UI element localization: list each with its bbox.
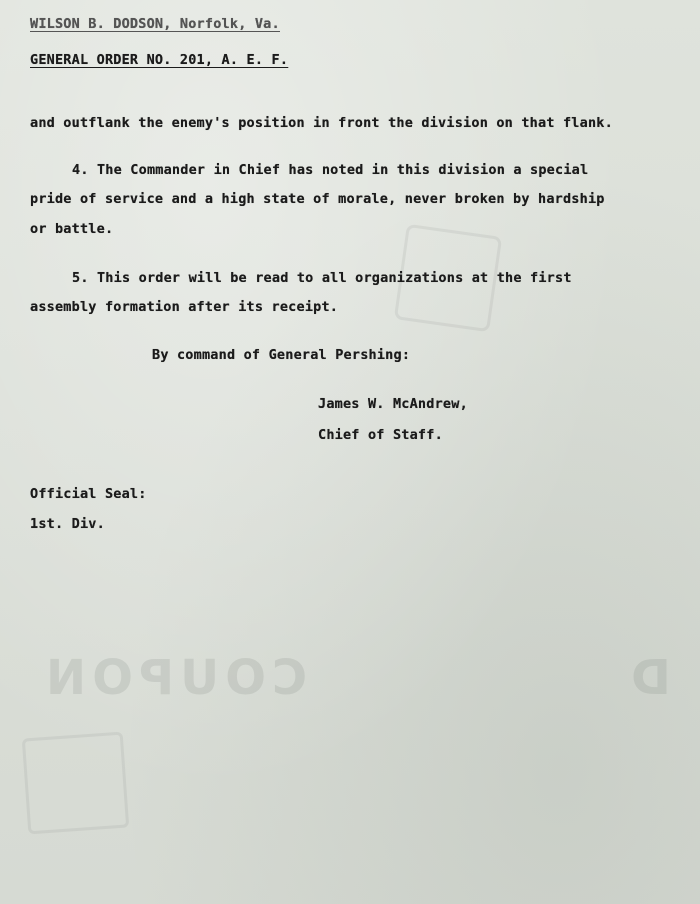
by-command-line: By command of General Pershing: <box>152 347 411 363</box>
watermark-emblem-lower <box>22 732 129 835</box>
header-order-number: GENERAL ORDER NO. 201, A. E. F. <box>30 52 289 68</box>
paragraph-4-line-3: or battle. <box>30 221 114 237</box>
official-seal-division: 1st. Div. <box>30 516 105 532</box>
header-sender: WILSON B. DODSON, Norfolk, Va. <box>30 16 280 32</box>
paragraph-5-line-1: 5. This order will be read to all organizations at the first <box>72 270 572 286</box>
signer-name: James W. McAndrew, <box>318 396 468 412</box>
watermark-text: COUPON <box>40 650 308 706</box>
paragraph-4-line-1: 4. The Commander in Chief has noted in this division a special <box>72 162 589 178</box>
paragraph-4-line-2: pride of service and a high state of morale, never broken by hardship <box>30 191 605 207</box>
continuation-line: and outflank the enemy's position in front the division on that flank. <box>30 115 613 131</box>
signer-title: Chief of Staff. <box>318 427 443 443</box>
official-seal-label: Official Seal: <box>30 486 147 502</box>
paragraph-5-line-2: assembly formation after its receipt. <box>30 299 339 315</box>
watermark-fragment: D <box>625 650 671 706</box>
